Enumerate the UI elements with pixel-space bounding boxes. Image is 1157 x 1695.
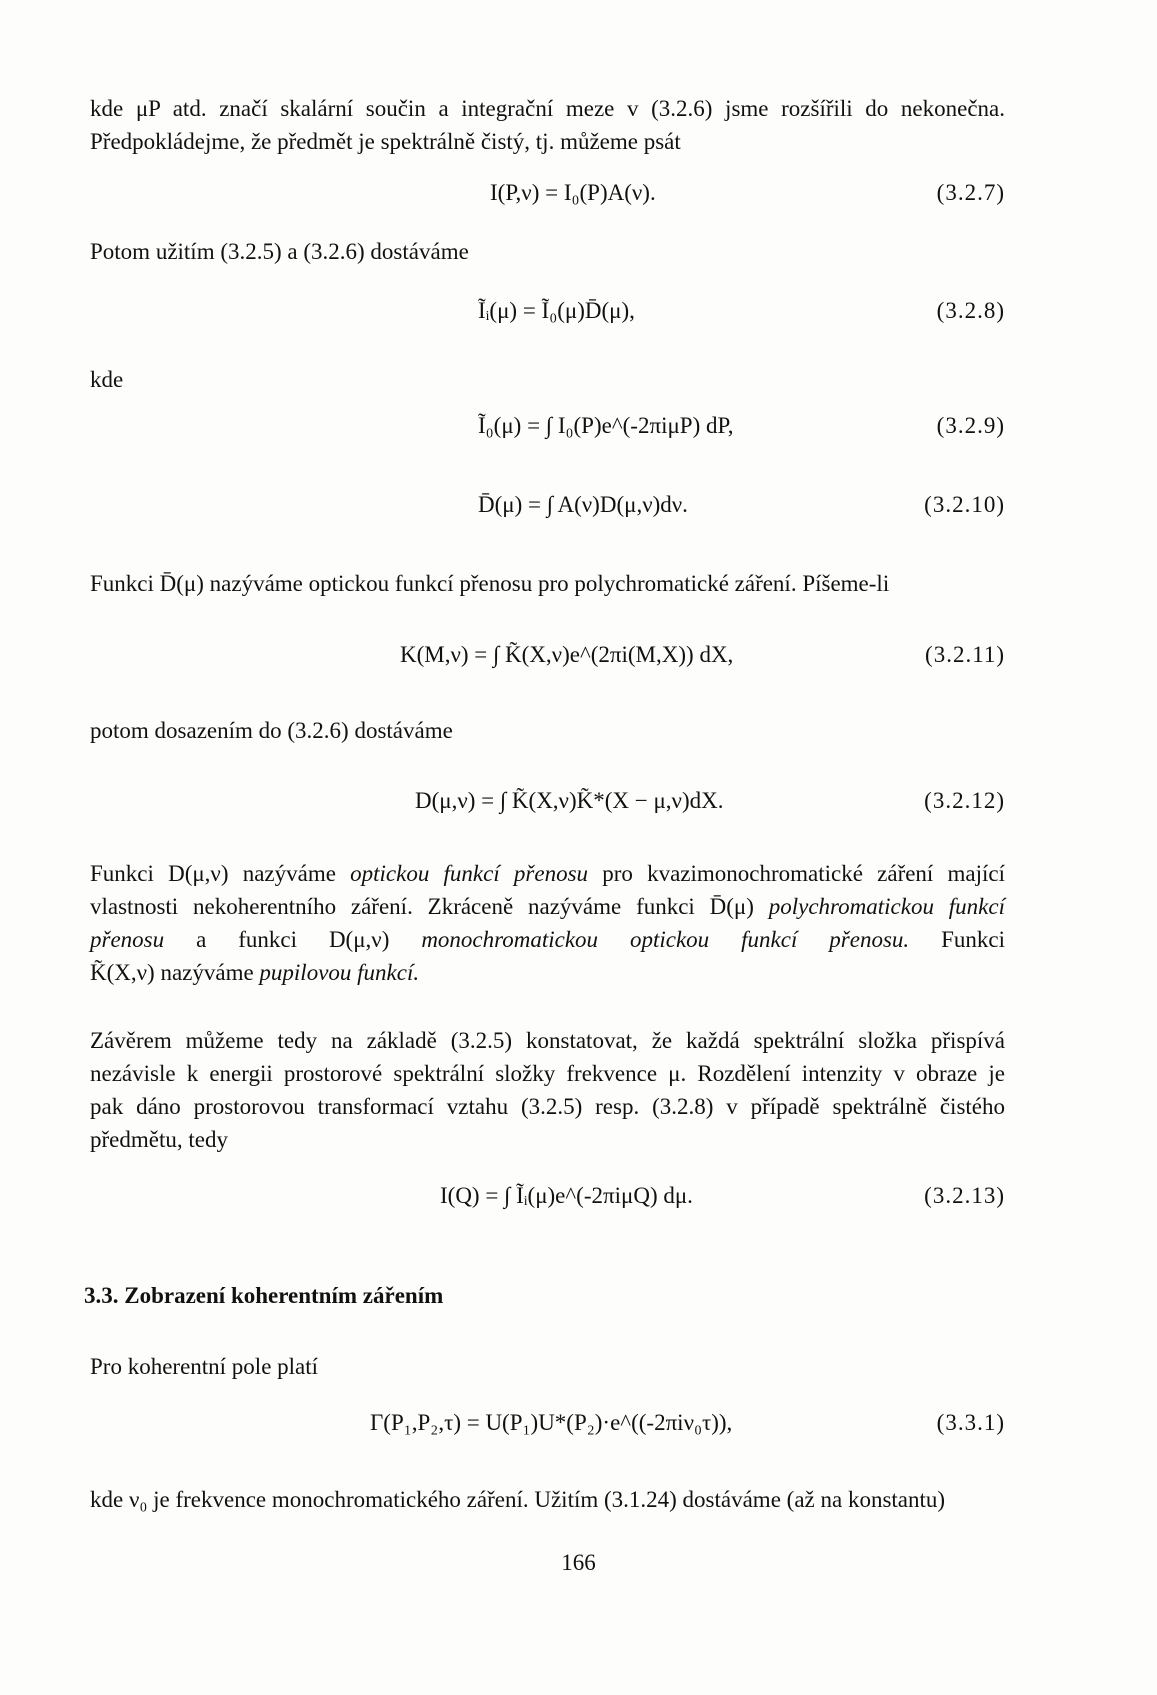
equation-formula: D̄(μ) = ∫ A(ν)D(μ,ν)dν. xyxy=(478,492,688,517)
paragraph-funkci-polychromatic xyxy=(90,567,1005,600)
equation-formula: D(μ,ν) = ∫ K̃(X,ν)K̃*(X − μ,ν)dX. xyxy=(415,788,724,813)
equation-formula: I(Q) = ∫ Ĩᵢ(μ)e^(-2πiμQ) dμ. xyxy=(440,1183,693,1208)
text-line: Funkci D̄(μ) nazýváme optickou funkcí přenosu pro polychromatické záření. Píšeme-li xyxy=(90,571,890,596)
equation-number: (3.2.10) xyxy=(924,492,1005,517)
equation-number: (3.2.13) xyxy=(924,1183,1005,1208)
text-line: Potom užitím (3.2.5) a (3.2.6) dostáváme xyxy=(90,239,469,264)
equation-3-3-1 xyxy=(90,1410,1005,1450)
text-run: a funkci D(μ,ν) xyxy=(196,927,390,952)
equation-formula: K(M,ν) = ∫ K̃(X,ν)e^(2πi(M,X)) dX, xyxy=(400,642,734,667)
text-line: potom dosazením do (3.2.6) dostáváme xyxy=(90,718,453,743)
equation-number: (3.2.7) xyxy=(936,180,1005,205)
paragraph-potom-dosazenim xyxy=(90,714,1005,747)
emphasis-term: pupilovou funkcí. xyxy=(259,960,420,985)
paragraph-intro xyxy=(90,92,1005,125)
text-line: Pro koherentní pole platí xyxy=(90,1354,319,1379)
equation-number: (3.2.11) xyxy=(925,642,1005,667)
text-line xyxy=(90,923,1005,956)
equation-number: (3.2.9) xyxy=(936,413,1005,438)
text-run: pro kvazimonochromatické záření mající xyxy=(602,861,1005,886)
text-run: vlastnosti nekoherentního záření. Zkráceně nazýváme funkci D̄(μ) xyxy=(90,894,754,919)
section-heading: 3.3. Zobrazení koherentním zářením xyxy=(84,1283,444,1308)
text-line: kde μP atd. značí skalární součin a integrační meze v (3.2.6) jsme rozšířili do nekonečna. xyxy=(90,96,1005,121)
text-run: Funkci xyxy=(941,927,1005,952)
text-line: kde ν₀ je frekvence monochromatického záření. Užitím (3.1.24) dostáváme (až na konstantu) xyxy=(90,1487,946,1512)
text-line xyxy=(90,956,1005,989)
paragraph-potom xyxy=(90,235,1005,268)
paragraph-definitions xyxy=(90,857,1005,989)
equation-formula: I(P,ν) = I₀(P)A(ν). xyxy=(490,180,656,205)
paragraph-intro-cont xyxy=(90,125,1005,158)
text-line: Předpokládejme, že předmět je spektrálně čistý, tj. můžeme psát xyxy=(90,129,681,154)
equation-number: (3.2.12) xyxy=(924,788,1005,813)
equation-formula: Ĩᵢ(μ) = Ĩ₀(μ)D̄(μ), xyxy=(478,298,635,323)
equation-number: (3.2.8) xyxy=(936,298,1005,323)
equation-3-2-12 xyxy=(90,788,1005,828)
emphasis-term: polychromatickou funkcí xyxy=(768,894,1005,919)
text-line xyxy=(90,890,1005,923)
equation-3-2-11 xyxy=(90,642,1005,682)
text-line: nezávisle k energii prostorové spektrální složky frekvence μ. Rozdělení intenzity v obraze je xyxy=(90,1061,1005,1086)
paragraph-conclusion xyxy=(90,1024,1005,1156)
paragraph-frequency xyxy=(90,1483,1005,1516)
equation-3-2-13 xyxy=(90,1183,1005,1223)
emphasis-term: optickou funkcí přenosu xyxy=(350,861,589,886)
equation-3-2-9 xyxy=(90,413,1005,453)
emphasis-term: přenosu xyxy=(90,927,165,952)
paragraph-kde xyxy=(90,363,1005,396)
page-number: 166 xyxy=(561,1550,596,1575)
equation-number: (3.3.1) xyxy=(936,1410,1005,1435)
text-line xyxy=(90,857,1005,890)
text-line: předmětu, tedy xyxy=(90,1127,228,1152)
equation-3-2-7 xyxy=(90,180,1005,220)
equation-formula: Ĩ₀(μ) = ∫ I₀(P)e^(-2πiμP) dP, xyxy=(478,413,734,438)
equation-formula: Γ(P₁,P₂,τ) = U(P₁)U*(P₂)·e^((-2πiν₀τ)), xyxy=(370,1410,733,1435)
text-run: Funkci D(μ,ν) nazýváme xyxy=(90,861,336,886)
paragraph-coherent xyxy=(90,1350,1005,1383)
text-line: pak dáno prostorovou transformací vztahu (3.2.5) resp. (3.2.8) v případě spektrálně čistého xyxy=(90,1094,1005,1119)
emphasis-term: monochromatickou optickou funkcí přenosu. xyxy=(421,927,910,952)
text-run: K̃(X,ν) nazýváme xyxy=(90,960,254,985)
equation-3-2-10 xyxy=(90,492,1005,532)
text-line: Závěrem můžeme tedy na základě (3.2.5) konstatovat, že každá spektrální složka přispívá xyxy=(90,1028,1005,1053)
equation-3-2-8 xyxy=(90,298,1005,338)
text-line: kde xyxy=(90,367,124,392)
